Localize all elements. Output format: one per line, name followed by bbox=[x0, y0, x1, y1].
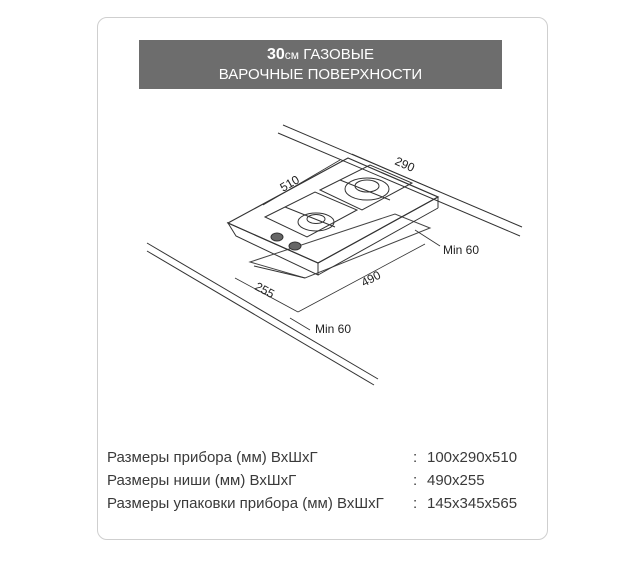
dim-label-niche-depth: 490 bbox=[358, 267, 384, 290]
title-line-1-rest: ГАЗОВЫЕ bbox=[299, 45, 375, 63]
burner-large-cap bbox=[355, 180, 379, 192]
pan-grate-rear bbox=[320, 165, 412, 210]
spec-separator: : bbox=[413, 495, 418, 512]
knob bbox=[289, 242, 301, 250]
spec-separator: : bbox=[413, 449, 418, 466]
burner-large bbox=[345, 178, 389, 200]
niche-outline bbox=[250, 214, 430, 278]
spec-row-package bbox=[107, 492, 547, 515]
specs-list bbox=[107, 446, 547, 515]
spec-label: Размеры прибора (мм) ВхШхГ bbox=[107, 449, 318, 466]
countertop-back-edge-2 bbox=[278, 133, 520, 236]
hob-front-panel bbox=[228, 223, 318, 275]
title-unit: см bbox=[284, 47, 300, 62]
countertop-front-edge bbox=[147, 243, 378, 379]
hob-side-edge-lower bbox=[318, 208, 438, 275]
hob-side-edge bbox=[318, 197, 438, 263]
spec-row-niche bbox=[107, 469, 547, 492]
spec-label: Размеры ниши (мм) ВхШхГ bbox=[107, 472, 297, 489]
spec-row-appliance bbox=[107, 446, 547, 469]
spec-label: Размеры упаковки прибора (мм) ВхШхГ bbox=[107, 495, 384, 512]
dim-line-min-side bbox=[415, 230, 440, 246]
title-number: 30 bbox=[266, 45, 285, 63]
grate-bar bbox=[285, 207, 335, 227]
spec-value: 145x345x565 bbox=[427, 495, 518, 512]
dim-label-niche-width: 255 bbox=[252, 279, 277, 302]
knob bbox=[271, 233, 283, 241]
dim-label-min-front: Min 60 bbox=[315, 322, 352, 336]
spec-separator: : bbox=[413, 472, 418, 489]
title-line-2: ВАРОЧНЫЕ ПОВЕРХНОСТИ bbox=[218, 65, 423, 83]
dim-label-width: 290 bbox=[392, 153, 417, 175]
spec-value: 490x255 bbox=[427, 472, 485, 489]
dim-line-min-front bbox=[290, 318, 310, 330]
dim-label-min-side: Min 60 bbox=[443, 243, 480, 257]
spec-value: 100x290x510 bbox=[427, 449, 518, 466]
niche-inner-line bbox=[254, 266, 305, 278]
dim-label-depth: 510 bbox=[277, 172, 302, 195]
countertop-front-edge-2 bbox=[147, 251, 374, 385]
burner-small bbox=[298, 213, 334, 231]
